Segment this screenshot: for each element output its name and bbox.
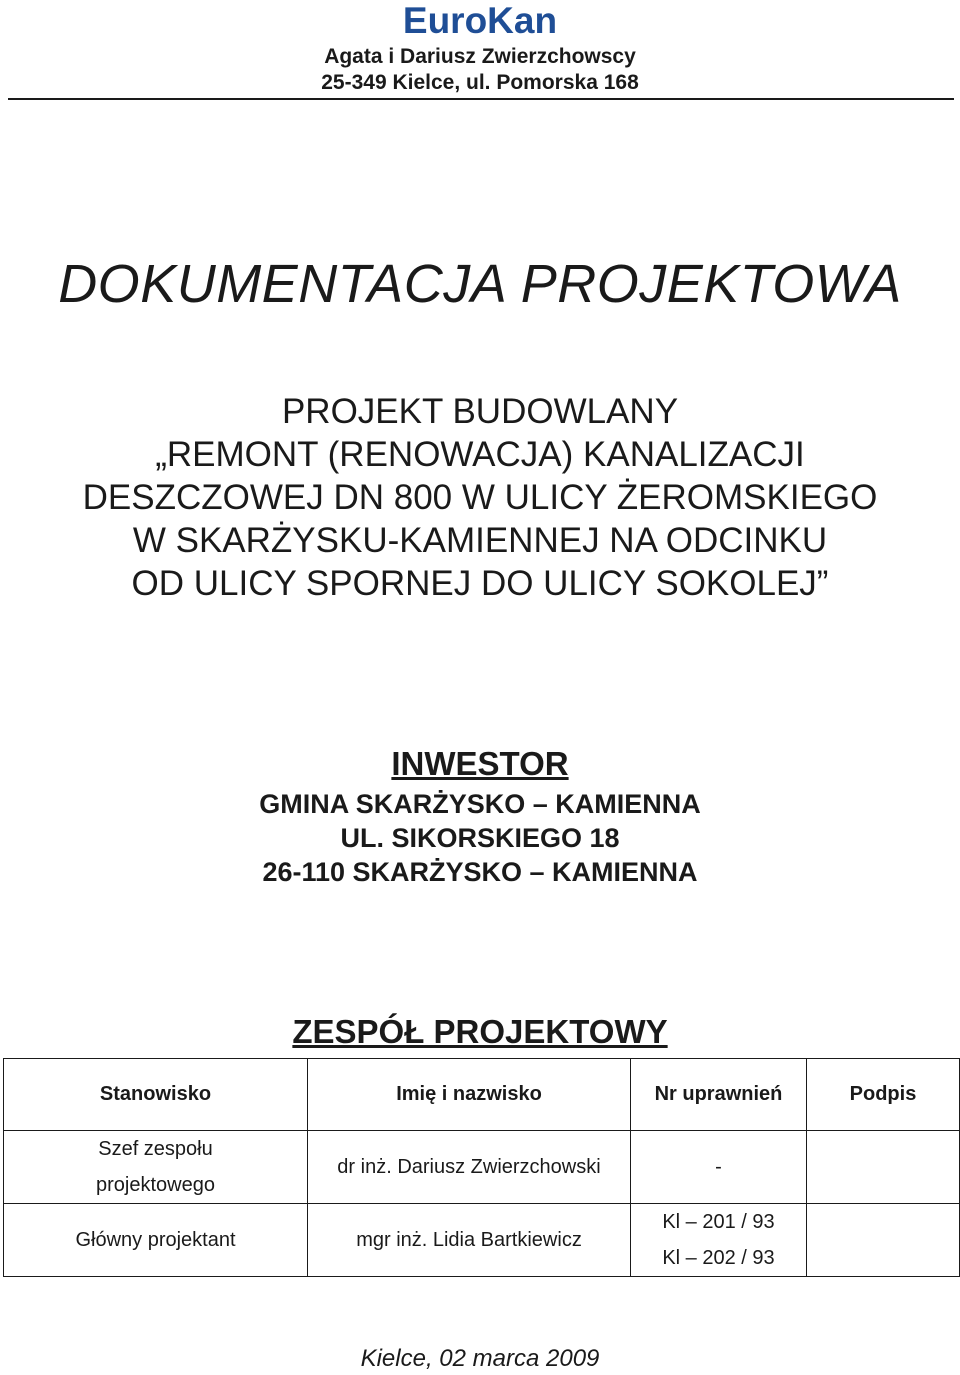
license-text: Kl – 202 / 93 <box>662 1247 775 1269</box>
team-heading: ZESPÓŁ PROJEKTOWY <box>292 1013 668 1050</box>
table-row <box>4 1204 960 1277</box>
project-title-line: W SKARŻYSKU-KAMIENNEJ NA ODCINKU <box>132 521 828 560</box>
investor-line: GMINA SKARŻYSKO – KAMIENNA <box>259 789 701 819</box>
project-title-line: OD ULICY SPORNEJ DO ULICY SOKOLEJ” <box>131 564 829 603</box>
company-address: 25-349 Kielce, ul. Pomorska 168 <box>321 71 639 94</box>
investor-line: UL. SIKORSKIEGO 18 <box>340 823 620 853</box>
investor-line: 26-110 SKARŻYSKO – KAMIENNA <box>262 857 698 887</box>
column-header-name: Imię i nazwisko <box>308 1059 631 1131</box>
company-name: EuroKan <box>402 0 558 41</box>
column-header-license: Nr uprawnień <box>631 1059 807 1131</box>
position-cell <box>4 1204 308 1277</box>
signature-cell <box>807 1204 960 1277</box>
project-title-line: PROJEKT BUDOWLANY <box>281 392 679 431</box>
position-text: Szef zespołu <box>98 1138 213 1160</box>
project-title-line: DESZCZOWEJ DN 800 W ULICY ŻEROMSKIEGO <box>82 478 878 517</box>
column-header-signature: Podpis <box>807 1059 960 1131</box>
license-cell <box>631 1131 807 1204</box>
column-header-position: Stanowisko <box>4 1059 308 1131</box>
name-cell: dr inż. Dariusz Zwierzchowski <box>308 1131 631 1204</box>
document-title: DOKUMENTACJA PROJEKTOWA <box>58 254 902 314</box>
place-and-date: Kielce, 02 marca 2009 <box>360 1345 600 1372</box>
position-cell <box>4 1131 308 1204</box>
table-row <box>4 1131 960 1204</box>
investor-heading: INWESTOR <box>391 745 569 782</box>
table-header-row <box>4 1059 960 1131</box>
signature-cell <box>807 1131 960 1204</box>
header-divider <box>8 98 954 100</box>
position-text: projektowego <box>96 1174 215 1196</box>
license-text: Kl – 201 / 93 <box>662 1211 775 1233</box>
name-cell: mgr inż. Lidia Bartkiewicz <box>308 1204 631 1277</box>
license-cell <box>631 1204 807 1277</box>
license-text: - <box>715 1156 722 1178</box>
team-table <box>3 1058 960 1277</box>
position-text: Główny projektant <box>75 1229 236 1251</box>
company-owners: Agata i Dariusz Zwierzchowscy <box>324 45 636 68</box>
project-title-line: „REMONT (RENOWACJA) KANALIZACJI <box>155 435 805 474</box>
